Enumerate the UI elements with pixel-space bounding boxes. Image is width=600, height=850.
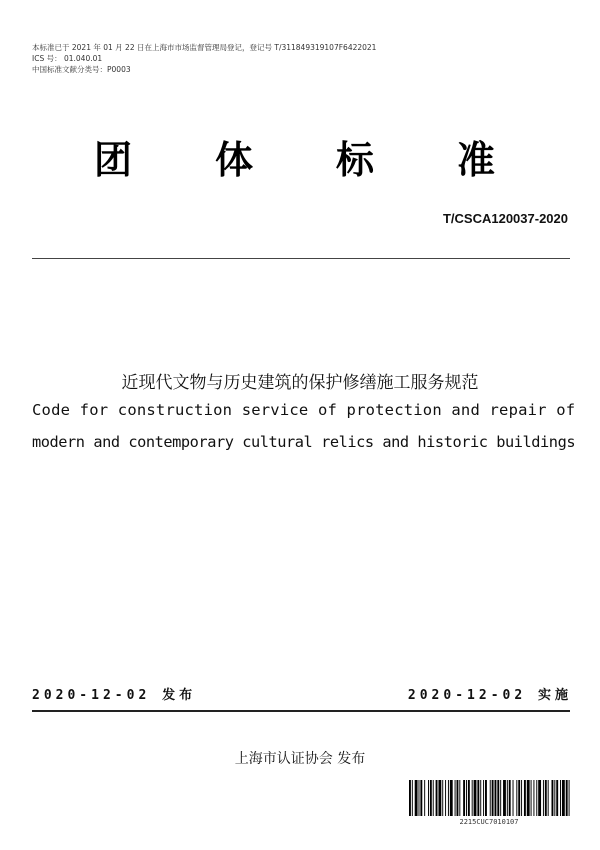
barcode-bar xyxy=(492,780,494,816)
standard-number: T/CSCA120037-2020 xyxy=(442,211,568,226)
barcode-bar xyxy=(556,780,558,816)
barcode-bar xyxy=(466,780,467,816)
registration-note: 本标准已于 2021 年 01 月 22 日在上海市市场监督管理局登记，登记号 T/311849319107F6422021 xyxy=(32,43,377,52)
barcode-bar xyxy=(545,780,547,816)
barcode-bar xyxy=(415,780,418,816)
barcode-bar xyxy=(419,780,420,816)
publish-date: 2020-12-02 发布 xyxy=(32,688,197,703)
title-char-2: 体 xyxy=(215,138,254,182)
barcode-bar xyxy=(531,780,532,816)
barcode-bar xyxy=(485,780,487,816)
ics-number: ICS 号： 01.040.01 xyxy=(32,54,103,63)
barcode-bar xyxy=(543,780,544,816)
barcode-bar xyxy=(424,780,425,816)
standard-name-zh: 近现代文物与历史建筑的保护修缮施工服务规范 xyxy=(121,373,479,393)
title-char-4: 准 xyxy=(457,138,496,182)
standard-name-en-line1: Code for construction service of protection and repair of xyxy=(32,401,576,419)
barcode-number: 2215CUC7010107 xyxy=(459,818,519,826)
barcode-bar xyxy=(538,780,541,816)
barcode-bar xyxy=(438,780,441,816)
barcode-bar xyxy=(521,780,522,816)
title-char-3: 标 xyxy=(336,138,375,182)
barcode-bar xyxy=(430,780,432,816)
barcode-bar xyxy=(445,780,446,816)
barcode-bar xyxy=(409,780,411,816)
barcode-bar xyxy=(513,780,514,816)
barcode-bar xyxy=(566,780,568,816)
barcode-bar xyxy=(562,780,565,816)
barcode-bar xyxy=(483,780,484,816)
barcode-bar xyxy=(495,780,497,816)
barcode-bar xyxy=(433,780,434,816)
barcode-bar xyxy=(569,780,570,816)
barcode-bar xyxy=(474,780,477,816)
barcode-bar xyxy=(527,780,530,816)
barcode-bar xyxy=(428,780,429,816)
implement-date: 2020-12-02 实施 xyxy=(407,688,572,703)
barcode-bar xyxy=(472,780,473,816)
barcode-bar xyxy=(500,780,501,816)
barcode-bar xyxy=(516,780,517,816)
standard-name-en-line2: modern and contemporary cultural relics and historic buildings xyxy=(32,433,576,451)
barcode-bar xyxy=(509,780,511,816)
barcode-bar xyxy=(524,780,526,816)
barcode-bar xyxy=(536,780,537,816)
barcode-bar xyxy=(412,780,413,816)
barcode-bar xyxy=(554,780,555,816)
barcode-bar xyxy=(455,780,456,816)
barcode-bar xyxy=(533,780,534,816)
barcode-bar xyxy=(560,780,561,816)
barcode-bar xyxy=(420,780,422,816)
classification-number: 中国标准文献分类号：P0003 xyxy=(32,65,131,74)
barcode-bar xyxy=(450,780,453,816)
barcode-bar xyxy=(507,780,508,816)
barcode-bar xyxy=(436,780,438,816)
top-divider xyxy=(32,258,570,259)
document-type-title xyxy=(60,136,540,186)
barcode-bar xyxy=(480,780,481,816)
barcode-bar xyxy=(477,780,479,816)
barcode-bar xyxy=(490,780,491,816)
issuer: 上海市认证协会 发布 xyxy=(234,751,366,767)
barcode-bar xyxy=(552,780,554,816)
barcode-bar xyxy=(518,780,520,816)
barcode-bar xyxy=(468,780,470,816)
barcode xyxy=(408,780,570,816)
barcode-bar xyxy=(497,780,499,816)
barcode-bar xyxy=(459,780,460,816)
barcode-bar xyxy=(548,780,549,816)
barcode-bar xyxy=(442,780,443,816)
title-char-1: 团 xyxy=(94,138,133,182)
bottom-divider xyxy=(32,710,570,712)
barcode-bar xyxy=(448,780,449,816)
barcode-bar xyxy=(503,780,506,816)
barcode-bar xyxy=(463,780,465,816)
barcode-bar xyxy=(457,780,459,816)
